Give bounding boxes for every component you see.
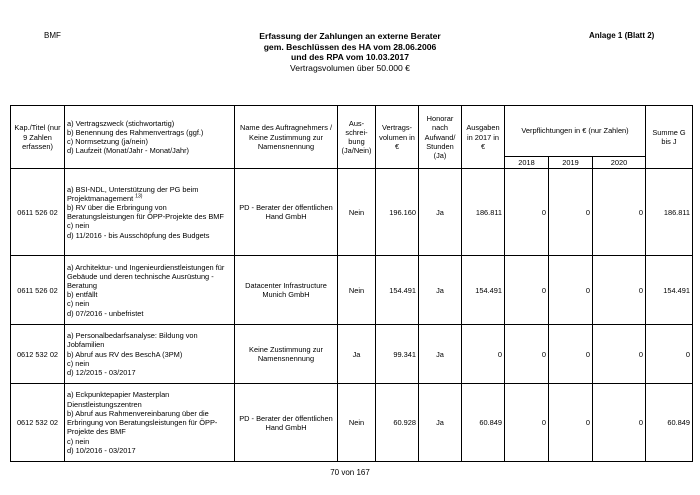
cell-2019: 0 <box>549 325 593 384</box>
cell-2020: 0 <box>593 169 646 256</box>
desc-line: c) nein <box>67 299 90 309</box>
cell-ausgaben: 186.811 <box>462 169 505 256</box>
cell-ausgaben: 0 <box>462 325 505 384</box>
desc-line: a) Architektur- und Ingenieurdienstleistungen für Gebäude und deren technische Ausrüstung - Beratung <box>67 262 225 290</box>
cell-desc <box>65 384 235 462</box>
desc-line: c) nein <box>67 358 90 368</box>
col-header-year: 2020 <box>593 157 646 169</box>
zweck-header-line: a) Vertragszweck (stichwortartig) <box>67 118 175 128</box>
cell-2020: 0 <box>593 384 646 462</box>
cell-honorar: Ja <box>419 256 462 325</box>
title-line: Erfassung der Zahlungen an externe Berater <box>259 31 441 41</box>
cell-ausschreibung: Nein <box>338 256 376 325</box>
col-header-ausgaben: Ausgaben in 2017 in € <box>462 106 505 169</box>
desc-line: a) BSI-NDL, Unterstützung der PG beim Projektmanagement $^{13)}$ <box>67 184 199 203</box>
desc-line: d) 07/2016 - unbefristet <box>67 308 144 318</box>
cell-volumen: 99.341 <box>376 325 419 384</box>
cell-desc <box>65 256 235 325</box>
cell-volumen: 196.160 <box>376 169 419 256</box>
cell-honorar: Ja <box>419 384 462 462</box>
cell-kap: 0612 532 02 <box>11 384 65 462</box>
cell-summe: 154.491 <box>646 256 693 325</box>
table-row <box>11 325 693 384</box>
col-header-verpflichtungen: Verpflichtungen in € (nur Zahlen) <box>505 106 646 157</box>
desc-line: d) 12/2015 - 03/2017 <box>67 368 136 377</box>
table-row <box>11 384 693 462</box>
cell-volumen: 154.491 <box>376 256 419 325</box>
payments-table <box>10 105 693 462</box>
col-header-kap: Kap./Titel (nur 9 Zahlen erfassen) <box>11 106 65 169</box>
cell-ausschreibung: Nein <box>338 169 376 256</box>
zweck-header-line: c) Normsetzung (ja/nein) <box>67 137 148 147</box>
cell-2018: 0 <box>505 256 549 325</box>
attachment-label: Anlage 1 (Blatt 2) <box>589 31 655 40</box>
cell-summe: 186.811 <box>646 169 693 256</box>
ministry-label: BMF <box>44 31 61 40</box>
zweck-header-line: b) Benennung des Rahmenvertrags (ggf.) <box>67 127 204 137</box>
table-row <box>11 169 693 256</box>
page-number: 70 von 167 <box>330 468 370 477</box>
cell-ausgaben: 60.849 <box>462 384 505 462</box>
col-header-year: 2018 <box>505 157 549 169</box>
cell-kap: 0611 526 02 <box>11 169 65 256</box>
footnote-marker: 13) <box>135 193 143 200</box>
cell-desc <box>65 169 235 256</box>
cell-2019: 0 <box>549 169 593 256</box>
cell-kap: 0611 526 02 <box>11 256 65 325</box>
cell-name: Datacenter Infrastructure Munich GmbH <box>235 256 338 325</box>
col-header-honorar: Honorar nach Aufwand/ Stunden (Ja) <box>419 106 462 169</box>
col-header-volumen: Vertrags-volumen in € <box>376 106 419 169</box>
cell-desc <box>65 325 235 384</box>
zweck-header-line: d) Laufzeit (Monat/Jahr - Monat/Jahr) <box>67 146 189 156</box>
desc-line: a) Personalbedarfsanalyse: Bildung von Jobfamilien <box>67 331 198 350</box>
cell-ausgaben: 154.491 <box>462 256 505 325</box>
cell-honorar: Ja <box>419 169 462 256</box>
col-header-zweck <box>65 106 235 169</box>
desc-line: c) nein <box>67 436 90 446</box>
desc-line: a) Eckpunktepapier Masterplan Dienstleistungszentren <box>67 390 170 409</box>
title-line: und des RPA vom 10.03.2017 <box>291 52 409 63</box>
cell-honorar: Ja <box>419 325 462 384</box>
cell-summe: 60.849 <box>646 384 693 462</box>
desc-line: d) 11/2016 - bis Ausschöpfung des Budgets <box>67 230 210 240</box>
cell-name: Keine Zustimmung zur Namensnennung <box>235 325 338 384</box>
desc-line: b) Abruf aus RV des BeschA (3PM) <box>67 349 183 359</box>
desc-line: b) RV über die Erbringung von Beratungsleistungen für ÖPP-Projekte des BMF <box>67 203 224 222</box>
cell-volumen: 60.928 <box>376 384 419 462</box>
cell-2019: 0 <box>549 384 593 462</box>
cell-summe: 0 <box>646 325 693 384</box>
cell-2020: 0 <box>593 325 646 384</box>
desc-line: d) 10/2016 - 03/2017 <box>67 445 136 455</box>
cell-2020: 0 <box>593 256 646 325</box>
cell-2018: 0 <box>505 384 549 462</box>
desc-line: b) entfällt <box>67 290 98 300</box>
cell-kap: 0612 532 02 <box>11 325 65 384</box>
cell-ausschreibung: Nein <box>338 384 376 462</box>
cell-2018: 0 <box>505 169 549 256</box>
col-header-year: 2019 <box>549 157 593 169</box>
cell-2019: 0 <box>549 256 593 325</box>
title-line: gem. Beschlüssen des HA vom 28.06.2006 <box>263 41 437 52</box>
cell-name: PD - Berater der öffentlichen Hand GmbH <box>235 384 338 462</box>
cell-name: PD - Berater der öffentlichen Hand GmbH <box>235 169 338 256</box>
desc-line: b) Abruf aus Rahmenvereinbarung über die Erbringung von Beratungsleistungen für ÖPP-Projekte des BMF <box>67 408 218 437</box>
cell-ausschreibung: Ja <box>338 325 376 384</box>
table-row <box>11 256 693 325</box>
col-header-summe: Summe G bis J <box>646 106 693 169</box>
col-header-name: Name des Auftragnehmers / Keine Zustimmung zur Namensnennung <box>235 106 338 169</box>
cell-2018: 0 <box>505 325 549 384</box>
subtitle: Vertragsvolumen über 50.000 € <box>290 62 410 73</box>
col-header-ausschreibung: Aus-schrei-bung (Ja/Nein) <box>338 106 376 169</box>
desc-line: c) nein <box>67 221 90 231</box>
document-title <box>200 31 500 73</box>
